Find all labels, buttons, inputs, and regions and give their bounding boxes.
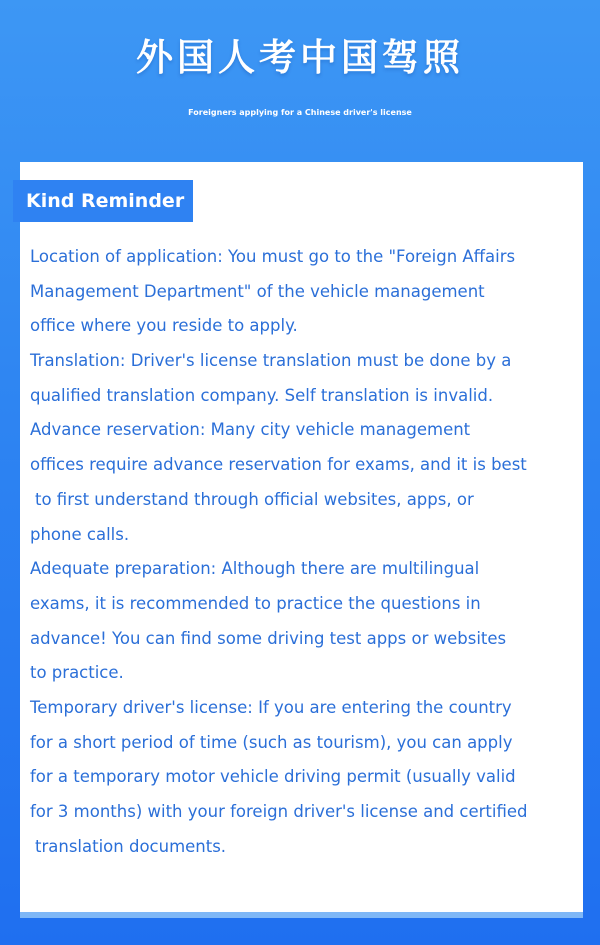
reminder-line: offices require advance reservation for exams, and it is best — [30, 455, 527, 475]
reminder-line: Location of application: You must go to the "Foreign Affairs — [30, 247, 516, 266]
reminder-line: advance! You can find some driving test apps or websites — [30, 628, 507, 648]
reminder-line: Adequate preparation: Although there are multilingual — [30, 559, 480, 579]
reminder-line: to first understand through official websites, apps, or — [35, 489, 474, 509]
reminder-text — [30, 240, 575, 864]
page-title-english: Foreigners applying for a Chinese driver's license — [188, 108, 412, 117]
reminder-line: qualified translation company. Self translation is invalid. — [30, 385, 494, 405]
reminder-line: for a short period of time (such as tourism), you can apply — [30, 732, 513, 752]
reminder-line: for 3 months) with your foreign driver's license and certified — [30, 802, 528, 821]
page-title-chinese: 外国人考中国驾照 — [136, 36, 464, 79]
reminder-line: Temporary driver's license: If you are entering the country — [30, 697, 512, 717]
kind-reminder-badge: Kind Reminder — [13, 180, 193, 222]
reminder-line: translation documents. — [35, 836, 227, 856]
reminder-line: for a temporary motor vehicle driving permit (usually valid — [30, 767, 516, 787]
reminder-line: Translation: Driver's license translation must be done by a — [30, 351, 512, 371]
reminder-line: Advance reservation: Many city vehicle management — [30, 420, 471, 440]
reminder-line: Management Department" of the vehicle management — [30, 281, 485, 301]
reminder-line: to practice. — [30, 663, 124, 683]
reminder-line: exams, it is recommended to practice the questions in — [30, 593, 481, 613]
reminder-line: office where you reside to apply. — [30, 316, 298, 336]
reminder-line: phone calls. — [30, 524, 130, 544]
card-bottom-bar — [20, 912, 583, 918]
